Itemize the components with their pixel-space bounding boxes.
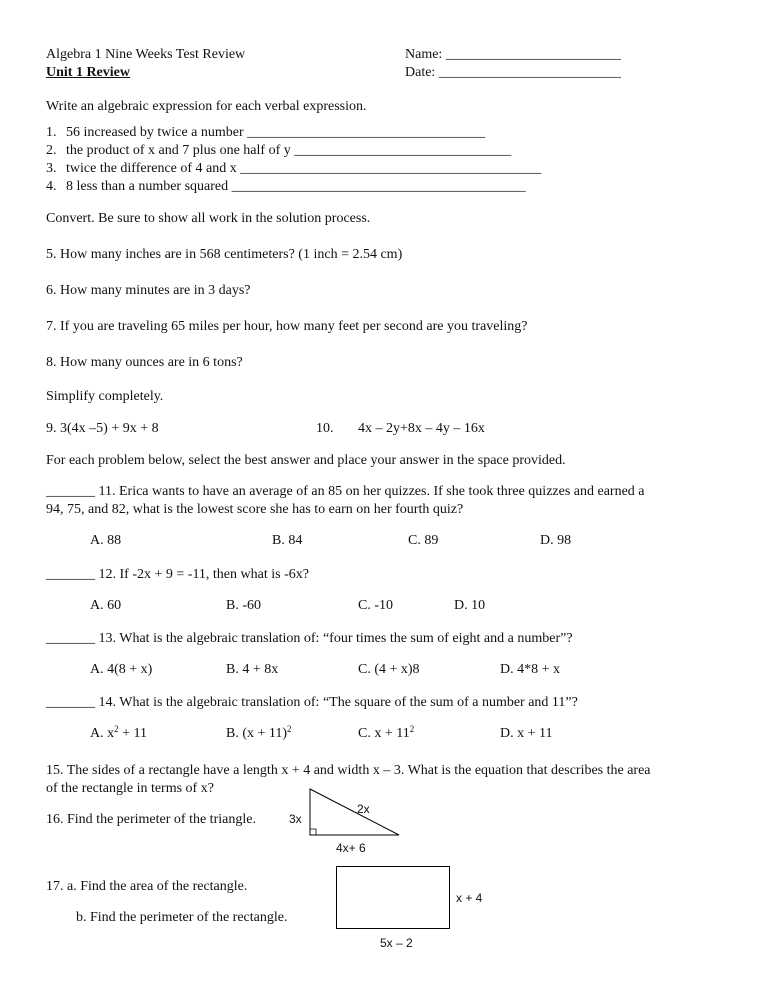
question-17a: 17. a. Find the area of the rectangle. <box>46 879 248 894</box>
triangle-figure <box>305 786 405 838</box>
name-field: Name: _________________________ <box>405 47 621 62</box>
choice-a: A. 88 <box>90 533 122 548</box>
choice-d: D. 10 <box>454 598 486 613</box>
course-title: Algebra 1 Nine Weeks Test Review <box>46 47 246 62</box>
choice-b <box>226 725 292 742</box>
choice-a: A. 4(8 + x) <box>90 662 153 677</box>
rectangle-bottom-label: 5x – 2 <box>380 936 413 950</box>
question-12: _______ 12. If -2x + 9 = -11, then what is -6x? <box>46 567 309 582</box>
rectangle-figure <box>336 866 450 929</box>
question-8: 8. How many ounces are in 6 tons? <box>46 355 243 370</box>
question-16: 16. Find the perimeter of the triangle. <box>46 812 256 827</box>
choice-a <box>90 725 147 742</box>
triangle-left-label: 3x <box>289 812 302 826</box>
question-10-number: 10. <box>316 421 334 436</box>
question-17b: b. Find the perimeter of the rectangle. <box>76 910 288 925</box>
triangle-bottom-label: 4x+ 6 <box>336 841 366 855</box>
rectangle-side-label: x + 4 <box>456 891 483 905</box>
question-15: 15. The sides of a rectangle have a length x + 4 and width x – 3. What is the equation that describes the area <box>46 763 651 778</box>
list-item: the product of x and 7 plus one half of y _______________________________ <box>66 143 512 158</box>
triangle-hypotenuse-label: 2x <box>357 802 370 816</box>
section4-instruction: For each problem below, select the best answer and place your answer in the space provided. <box>46 453 566 468</box>
choice-c: C. 89 <box>408 533 439 548</box>
section1-instruction: Write an algebraic expression for each verbal expression. <box>46 99 367 114</box>
question-10: 4x – 2y+8x – 4y – 16x <box>358 421 485 436</box>
list-item-number: 4. <box>46 179 57 194</box>
choice-d: D. 98 <box>540 533 572 548</box>
question-5: 5. How many inches are in 568 centimeters? (1 inch = 2.54 cm) <box>46 247 403 262</box>
question-13: _______ 13. What is the algebraic translation of: “four times the sum of eight and a number”? <box>46 631 573 646</box>
right-angle-marker <box>310 829 316 835</box>
choice-a: A. 60 <box>90 598 122 613</box>
choice-c-base: C. x + 11 <box>358 726 410 741</box>
triangle-shape <box>310 789 399 835</box>
unit-title: Unit 1 Review <box>46 65 130 80</box>
question-11-cont: 94, 75, and 82, what is the lowest score she has to earn on her fourth quiz? <box>46 502 464 517</box>
list-item: 8 less than a number squared __________________________________________ <box>66 179 526 194</box>
choice-c <box>358 725 414 742</box>
question-15-cont: of the rectangle in terms of x? <box>46 781 214 796</box>
question-7: 7. If you are traveling 65 miles per hour, how many feet per second are you traveling? <box>46 319 528 334</box>
choice-b: B. 4 + 8x <box>226 662 279 677</box>
choice-d: D. 4*8 + x <box>500 662 561 677</box>
choice-a-rest: + 11 <box>118 726 148 741</box>
choice-a-base: A. x <box>90 726 115 741</box>
list-item-number: 3. <box>46 161 57 176</box>
section3-instruction: Simplify completely. <box>46 389 164 404</box>
section2-instruction: Convert. Be sure to show all work in the solution process. <box>46 211 371 226</box>
list-item-number: 2. <box>46 143 57 158</box>
list-item: twice the difference of 4 and x ___________________________________________ <box>66 161 542 176</box>
choice-b: B. 84 <box>272 533 303 548</box>
choice-c: C. -10 <box>358 598 393 613</box>
question-14: _______ 14. What is the algebraic translation of: “The square of the sum of a number and 11”? <box>46 695 578 710</box>
choice-b-exponent: 2 <box>287 724 292 734</box>
choice-b: B. -60 <box>226 598 261 613</box>
question-6: 6. How many minutes are in 3 days? <box>46 283 251 298</box>
question-11: _______ 11. Erica wants to have an average of an 85 on her quizzes. If she took three quizzes and earned a <box>46 484 645 499</box>
choice-c-exponent: 2 <box>409 724 415 734</box>
question-9: 9. 3(4x –5) + 9x + 8 <box>46 421 159 436</box>
list-item-number: 1. <box>46 125 57 140</box>
choice-a-exponent: 2 <box>114 724 119 734</box>
choice-d: D. x + 11 <box>500 726 553 741</box>
choice-c: C. (4 + x)8 <box>358 662 420 677</box>
date-field: Date: __________________________ <box>405 65 621 80</box>
choice-b-base: B. (x + 11) <box>226 726 288 741</box>
list-item: 56 increased by twice a number __________________________________ <box>66 125 486 140</box>
